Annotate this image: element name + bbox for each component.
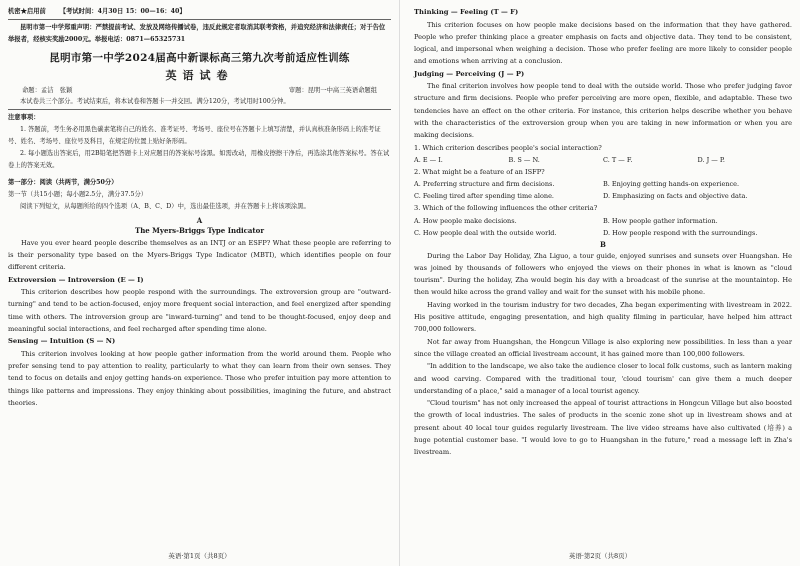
passage-a-heading-1: Extroversion — Introversion (E — I)	[8, 275, 144, 284]
part1-section: 第一节（共15小题；每小题2.5分，满分37.5分）	[8, 191, 148, 199]
passage-a-letter: A	[196, 215, 203, 225]
passage-b-para-3: Not far away from Huangshan, the Hongcun Village is also exploring new possibilities. In less than a year since the village created an official livestream account, it has gained more than 100,000 followers.	[414, 337, 792, 358]
page-footer-right: 英语·第2页（共8页）	[568, 552, 632, 560]
option-a[interactable]: A. How people make decisions.	[414, 216, 517, 225]
authors: 命题：孟洁 张颖	[22, 86, 73, 94]
option-b[interactable]: B. How people gather information.	[603, 216, 718, 225]
passage-b-para-1: During the Labor Day Holiday, Zha Liguo, a tour guide, enjoyed sunrises and sunsets over Huangshan. He was joined by thousands of followers who enjoyed the views on their phones in what is known as "cloud tourism". During the holiday, Zha would begin his day with a broadcast of the sunrise at the mountaintop. He then would hike across the grand valley and wait for the sunset with his mobile phone.	[414, 251, 792, 297]
passage-a-title: The Myers-Briggs Type Indicator	[134, 225, 265, 235]
passage-a-para-2: This criterion involves looking at how people gather information from the world around them. People who prefer sensing tend to pay attention to reality, particularly to what they can learn from their own senses. They tend to focus on details and enjoy getting hands-on experience. Those who prefer intuition pay more attention to things like patterns and impressions. They enjoy thinking about possibilities, imagining the future, and abstract theories.	[8, 349, 391, 408]
notes-label: 注意事项：	[8, 114, 40, 122]
passage-a-para-3: This criterion focuses on how people make decisions based on the information that they have gathered. People who prefer thinking place a greater emphasis on facts and objective data. They tend to be consistent, logical, and impersonal when weighing a decision. Those who prefer feeling are more likely to consider people and emotions when arriving at a conclusion.	[414, 20, 792, 66]
question-options	[414, 154, 792, 166]
option-c[interactable]: C. How people deal with the outside world.	[414, 228, 557, 237]
question-options	[414, 178, 792, 202]
passage-b-letter: B	[600, 239, 606, 249]
exam-info: 本试卷共三个部分。考试结束后，将本试卷和答题卡一并交回。满分120分，考试用时100分钟。	[20, 97, 290, 105]
reviewer: 审题：昆明一中高三英语命题组	[288, 86, 377, 94]
question-1	[414, 142, 792, 166]
option-c[interactable]: C. Feeling tired after spending time alone.	[414, 192, 554, 201]
exam-title: 昆明市第一中学2024届高中新课标高三第九次考前适应性训练	[49, 51, 350, 64]
question-2	[414, 166, 792, 202]
question-stem: 1. Which criterion describes people's social interaction?	[414, 143, 602, 152]
page-footer-left: 英语·第1页（共8页）	[168, 552, 231, 560]
passage-b-para-2: Having worked in the tourism industry for two decades, Zha began experimenting with livestream in 2022. His positive attitude, engaging presentation, and high quality filming in particular, have helped him attract 700,000 followers.	[414, 300, 792, 334]
passage-a-para-4: The final criterion involves how people tend to deal with the outside world. Those who prefer judging favor structure and firm decisions. People who prefer perceiving are more open, flexible, and adaptable. These two tendencies have an effect on the other criteria. For instance, this criterion helps describe whether you behave with the characteristics of the extroversion group when you are taking in new information or when you are making decisions.	[414, 82, 792, 140]
passage-a-heading-2: Sensing — Intuition (S — N)	[8, 337, 116, 346]
exam-time: 【考试时间：4月30日 15：00—16：40】	[59, 8, 186, 15]
question-3	[414, 202, 792, 238]
question-options	[414, 215, 792, 239]
page-right	[400, 0, 800, 566]
exam-subject: 英语试卷	[165, 68, 234, 82]
option-a[interactable]: A. Preferring structure and firm decisions.	[414, 180, 555, 189]
part1-instruction: 阅读下列短文，从每题所给的四个选项（A、B、C、D）中，选出最佳选项，并在答题卡上将该项涂黑。	[20, 202, 310, 210]
passage-a-heading-3: Thinking — Feeling (T — F)	[414, 8, 519, 16]
option-d[interactable]: D. J — P.	[697, 155, 725, 164]
passage-b-para-4: "In addition to the landscape, we also take the audience closer to local folk customs, such as lantern making and wood carving. Compared with the traditional tour, 'cloud tourism' can give them a much deeper understanding of a place," said a manager of a local tourist agency.	[414, 362, 792, 395]
secret-label: 机密★启用前	[8, 8, 46, 15]
option-c[interactable]: C. T — F.	[603, 155, 633, 164]
passage-a-heading-4: Judging — Perceiving (J — P)	[414, 69, 525, 78]
question-stem: 2. What might be a feature of an ISFP?	[414, 167, 545, 176]
notice-text: 昆明市第一中学郑重声明：严禁提前考试、发放及网络传播试卷，违反此规定者取消其联考资格，并追究经济和法律责任；对于告位举报者，经核实奖励2000元。举报电话：0871—65325731	[8, 24, 386, 43]
option-b[interactable]: B. S — N.	[508, 155, 540, 164]
option-b[interactable]: B. Enjoying getting hands-on experience.	[603, 180, 740, 189]
note-item-1: 1. 答题前，考生务必用黑色碳素笔将自己的姓名、准考证号、考场号、座位号在答题卡上填写清楚，并认真核准条形码上的准考证号、姓名、考场号、座位号及科目，在规定的位置上贴好条形码。	[8, 126, 381, 145]
passage-a-para-1: This criterion describes how people respond with the surroundings. The extroversion group are "outward-turning" and tend to be action-focused, enjoy more frequent social interaction, and feel energized after spending time with others. The introversion group are "inward-turning" and tend to be thought-focused, enjoy deep and meaningful social interactions, and feel recharged after spending time alone.	[8, 288, 391, 334]
option-a[interactable]: A. E — I.	[414, 155, 443, 164]
info-divider	[8, 109, 391, 110]
question-stem: 3. Which of the following influences the other criteria?	[414, 204, 598, 213]
note-item-2: 2. 每小题选出答案后，用2B铅笔把答题卡上对应题目的答案标号涂黑。如需改动，用橡皮擦擦干净后，再选涂其他答案标号。答在试卷上的答案无效。	[8, 149, 390, 169]
passage-a-intro: Have you ever heard people describe themselves as an INTJ or an ESFP? What these people are referring to is their personality type based on the Myers-Briggs Type Indicator (MBTI), which identifies people on four different criteria.	[8, 238, 391, 272]
passage-b-para-5: "Cloud tourism" has not only increased the appeal of tourist attractions in Hongcun Village but also boosted the growth of local industries. The sales of products in the scenic zone shot up in livestream shows and at present about 40 local tour guides regularly livestream. The live video streams have also cultivated (培养) a huge potential customer base. "I would love to go to Huangshan in the future," read a message left in Zha's livestream.	[414, 399, 792, 457]
header-divider	[8, 19, 391, 20]
option-d[interactable]: D. Emphasizing on facts and objective data.	[603, 192, 748, 201]
author-row	[8, 85, 391, 96]
option-d[interactable]: D. How people respond with the surroundings.	[603, 228, 758, 237]
part1-heading: 第一部分：阅读（共两节，满分50分）	[8, 179, 118, 187]
header-row	[8, 6, 391, 17]
